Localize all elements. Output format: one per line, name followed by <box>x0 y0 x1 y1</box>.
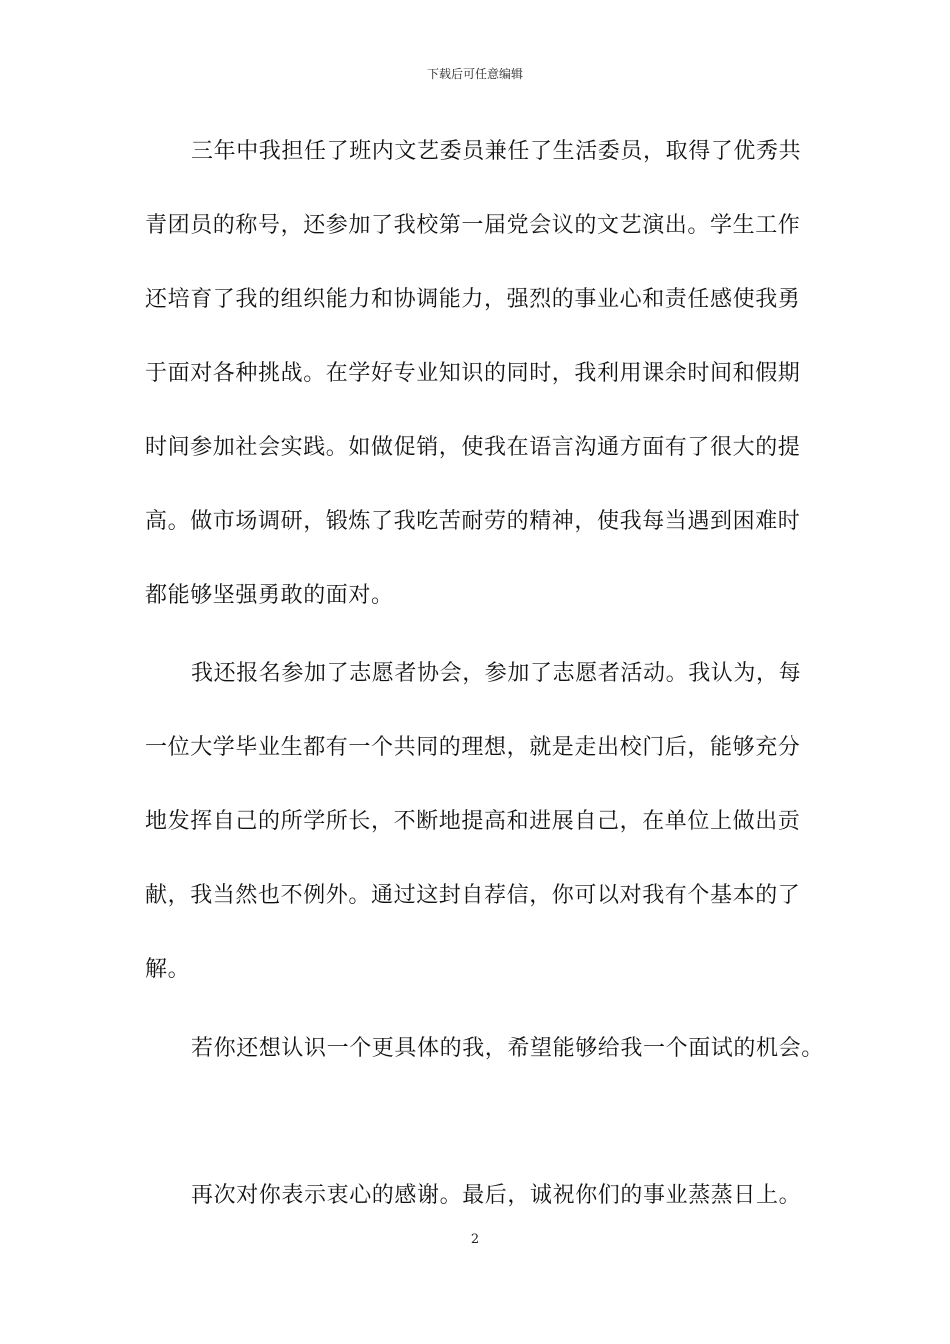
paragraph-1-line-3: 还培育了我的组织能力和协调能力，强烈的事业心和责任感使我勇 <box>145 287 801 312</box>
paragraph-2-line-1: 我还报名参加了志愿者协会，参加了志愿者活动。我认为，每 <box>191 661 802 686</box>
paragraph-1-line-7: 都能够坚强勇敢的面对。 <box>145 583 394 608</box>
paragraph-2-line-3: 地发挥自己的所学所长，不断地提高和进展自己，在单位上做出贡 <box>145 809 801 834</box>
paragraph-1-line-5: 时间参加社会实践。如做促销，使我在语言沟通方面有了很大的提 <box>145 435 801 460</box>
paragraph-2-line-2: 一位大学毕业生都有一个共同的理想，就是走出校门后，能够充分 <box>145 735 801 760</box>
paragraph-1-line-4: 于面对各种挑战。在学好专业知识的同时，我利用课余时间和假期 <box>145 361 801 386</box>
page-header-note: 下载后可任意编辑 <box>426 67 523 81</box>
paragraph-3-line-1: 若你还想认识一个更具体的我，希望能够给我一个面试的机会。 <box>191 1036 824 1061</box>
paragraph-1-line-6: 高。做市场调研，锻炼了我吃苦耐劳的精神，使我每当遇到困难时 <box>145 509 801 534</box>
paragraph-4-line-1: 再次对你表示衷心的感谢。最后，诚祝你们的事业蒸蒸日上。 <box>191 1183 802 1208</box>
page-number: 2 <box>470 1232 480 1247</box>
paragraph-2-line-4: 献，我当然也不例外。通过这封自荐信，你可以对我有个基本的了 <box>145 883 801 908</box>
paragraph-1-line-1: 三年中我担任了班内文艺委员兼任了生活委员，取得了优秀共 <box>191 139 802 164</box>
paragraph-2-line-5: 解。 <box>145 957 191 982</box>
paragraph-1-line-2: 青团员的称号，还参加了我校第一届党会议的文艺演出。学生工作 <box>145 213 801 238</box>
